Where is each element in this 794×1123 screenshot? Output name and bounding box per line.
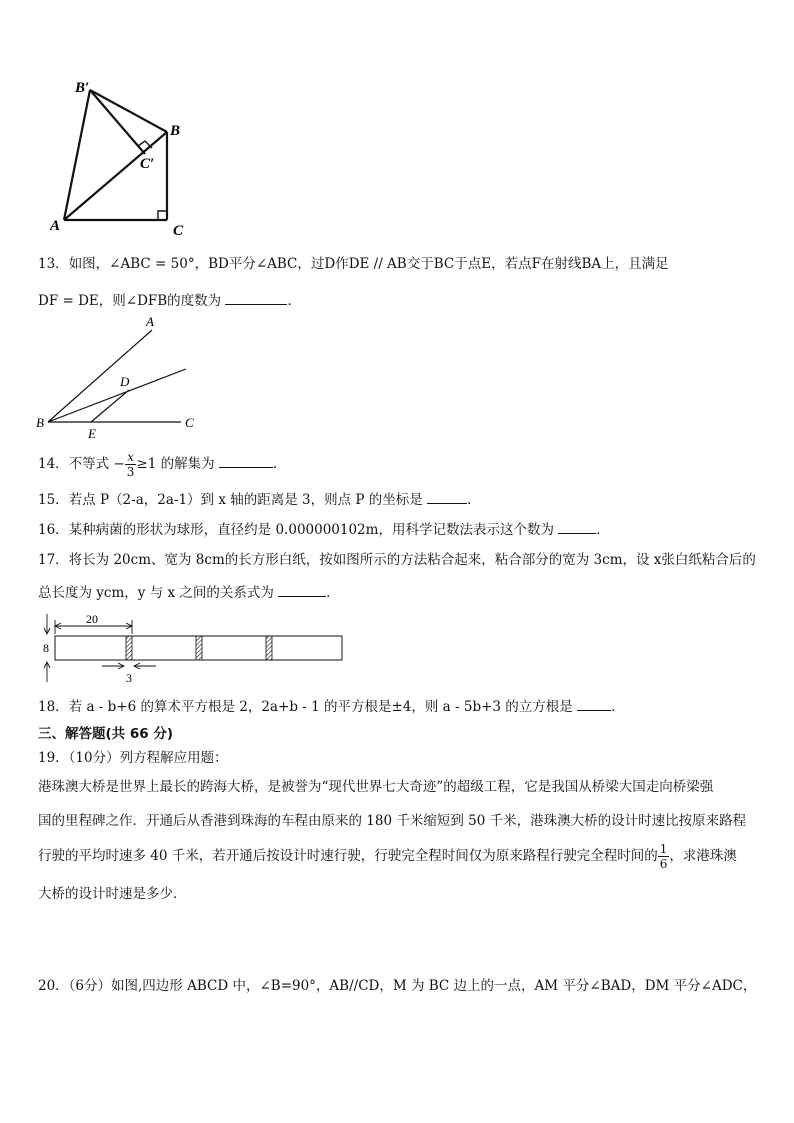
- q19-para-1: 港珠澳大桥是世界上最长的跨海大桥，是被誉为“现代世界七大奇迹”的超级工程，它是我国从桥梁大国走向桥梁强: [38, 779, 714, 795]
- q19-head: 19．（10分）列方程解应用题：: [38, 750, 228, 766]
- angle-bisector-figure: [36, 312, 196, 442]
- q17-line1: 17．将长为 20cm、宽为 8cm的长方形白纸，按如图所示的方法粘合起来，粘合部分的宽为 3cm，设 x张白纸粘合后的: [38, 552, 756, 568]
- q19-para-3: 行驶的平均时速多 40 千米，若开通后按设计时速行驶，行驶完全程时间仅为原来路程行驶完全程时间的 $\frac{1}{6}$ ，求港珠澳: [38, 842, 737, 871]
- q19-para-4: 大桥的设计时速是多少．: [38, 886, 187, 902]
- q14-fraction: $\frac{x}{3}$: [126, 450, 135, 479]
- label-overlap-3: 3: [126, 671, 132, 684]
- q18: 18．若 a - b+6 的算术平方根是 2，2a+b - 1 的平方根是±4，则 a - 5b+3 的立方根是 ．: [38, 696, 625, 717]
- label-c-prime: C′: [140, 156, 155, 172]
- label-b: B: [36, 415, 44, 430]
- label-c: C: [185, 415, 194, 430]
- q17-answer-blank[interactable]: [278, 582, 326, 597]
- q13-line2: DF = DE，则∠DFB的度数为 ．: [38, 290, 301, 311]
- q17-line2: 总长度为 ycm，y 与 x 之间的关系式为 ．: [38, 582, 340, 603]
- q15-answer-blank[interactable]: [427, 489, 467, 504]
- label-a: A: [146, 314, 154, 329]
- q13-number: 13．: [38, 256, 69, 272]
- label-a: A: [50, 218, 61, 234]
- label-e: E: [88, 426, 96, 441]
- q16-answer-blank[interactable]: [558, 519, 596, 534]
- q14-answer-blank[interactable]: [219, 453, 273, 468]
- q20: 20．（6分）如图,四边形 ABCD 中，∠B=90°，AB//CD，M 为 BC 边上的一点，AM 平分∠BAD，DM 平分∠ADC，: [38, 978, 757, 994]
- q13-line1: [38, 254, 669, 274]
- paper-strip-figure: [38, 612, 348, 684]
- label-c: C: [173, 223, 184, 239]
- q13-text-1: 如图，∠ABC = 50°，BD平分∠ABC，过D作DE // AB交于BC于点E，若点F在射线BA上，且满足: [68, 256, 669, 272]
- q13-answer-blank[interactable]: [225, 290, 287, 305]
- label-b: B: [170, 123, 181, 139]
- q18-answer-blank[interactable]: [577, 696, 611, 711]
- section-heading: 三、解答题(共 66 分): [38, 726, 174, 742]
- q14: 14．不等式 − $\frac{x}{3}$ ≥1 的解集为 .: [38, 450, 278, 479]
- q15: 15．若点 P（2-a，2a-1）到 x 轴的距离是 3，则点 P 的坐标是 ．: [38, 489, 481, 510]
- label-length-20: 20: [86, 612, 98, 626]
- q13-text-2: DF = DE，则∠DFB的度数为: [38, 293, 222, 309]
- fold-triangle-figure: [50, 72, 210, 242]
- q19-fraction: $\frac{1}{6}$: [659, 842, 668, 871]
- q16: 16．某种病菌的形状为球形，直径约是 0.000000102m，用科学记数法表示这个数为 ．: [38, 519, 610, 540]
- label-width-8: 8: [43, 641, 49, 655]
- label-b-prime: B′: [75, 80, 90, 96]
- label-d: D: [120, 374, 130, 389]
- q19-para-2: 国的里程碑之作．开通后从香港到珠海的车程由原来的 180 千米缩短到 50 千米，港珠澳大桥的设计时速比按原来路程: [38, 813, 747, 829]
